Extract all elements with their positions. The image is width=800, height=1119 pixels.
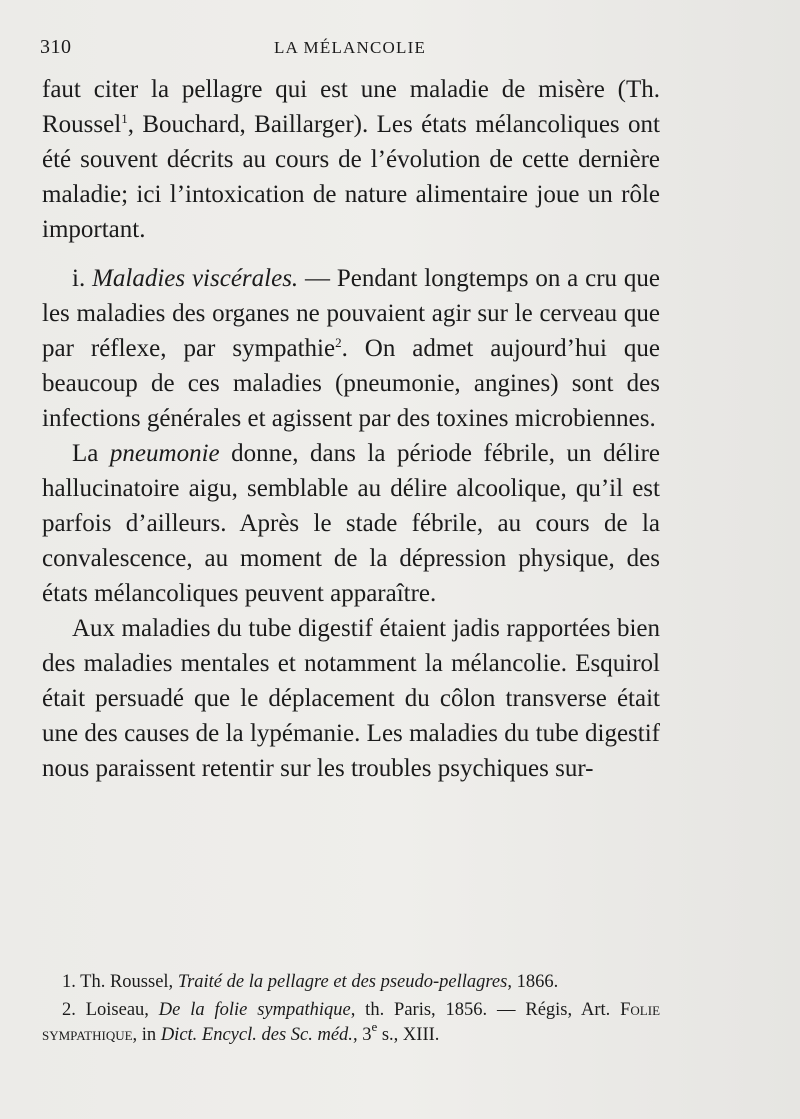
running-title: LA MÉLANCOLIE (273, 38, 427, 57)
section-number: i. (72, 265, 86, 292)
section-heading: Maladies viscérales. (92, 265, 299, 292)
page-number: 310 (40, 36, 72, 58)
running-head (40, 36, 660, 62)
footnote-ref-1: 1 (121, 111, 128, 126)
footnote-1: 1. Th. Roussel, Traité de la pellagre et des pseudo-pellagres, 1866. (62, 972, 559, 992)
main-text (42, 72, 660, 786)
paragraph-pellagre: faut citer la pellagre qui est une maladie de misère (Th. Roussel$^1$, Bouchard, Baillarger). Les états mélancoliques ont été souvent décrits au cours de l’évolution de cette dernière maladie; ici l’intoxication de nature alimentaire joue un rôle important. (42, 76, 660, 243)
footnote-2: 2. Loiseau, De la folie sympathique, th. Paris, 1856. — Régis, Art. Folie sympathique, in Dict. Encycl. des Sc. méd., 3e s., XIII. (42, 1000, 661, 1045)
footnotes (42, 970, 660, 1051)
paragraph-maladies-viscerales: i. Maladies viscérales. — Pendant longtemps on a cru que les maladies des organes ne pouvaient agir sur le cerveau que par réflexe, par sympathie$^2$. On admet aujourd’hui que beaucoup de ces maladies (pneumonie, angines) sont des infections générales et agissent par des toxines microbiennes. (42, 265, 660, 432)
footnote-ref-2: 2 (335, 335, 342, 350)
paragraph-tube-digestif: Aux maladies du tube digestif étaient jadis rapportées bien des maladies mentales et notamment la mélancolie. Esquirol était persuadé que le déplacement du côlon transverse était une des causes de la lypémanie. Les maladies du tube digestif nous paraissent retentir sur les troubles psychiques sur- (42, 615, 660, 782)
paragraph-pneumonie: La pneumonie donne, dans la période fébrile, un délire hallucinatoire aigu, semblable au délire alcoolique, qu’il est parfois d’ailleurs. Après le stade fébrile, au cours de la convalescence, au moment de la dépression physique, des états mélancoliques peuvent apparaître. (42, 440, 660, 607)
emphasis-pneumonie: pneumonie (109, 440, 220, 467)
